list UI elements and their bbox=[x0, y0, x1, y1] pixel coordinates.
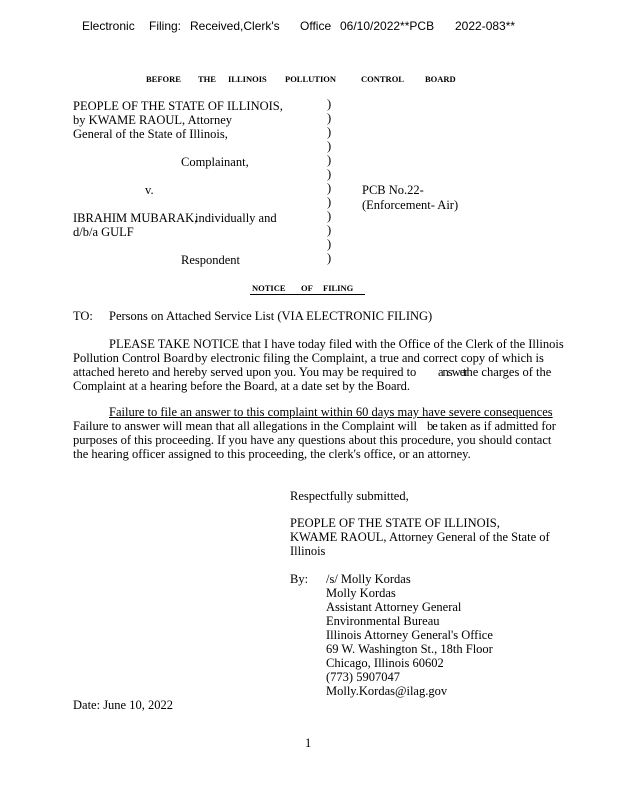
caption-paren: ) bbox=[327, 125, 332, 139]
case-type: (Enforcement- Air) bbox=[362, 198, 459, 212]
caption-paren: ) bbox=[327, 251, 332, 265]
plaintiff-line-2: by KWAME RAOUL, Attorney bbox=[73, 113, 233, 127]
to-recipients: Persons on Attached Service List (VIA ELECTRONIC FILING) bbox=[109, 309, 433, 323]
notice-title-word: NOTICE bbox=[252, 283, 286, 293]
stamp-case-code: 2022-083** bbox=[455, 19, 516, 33]
e-signature: /s/ Molly Kordas bbox=[326, 572, 411, 586]
defendant-name: IBRAHIM MUBARAK, bbox=[73, 211, 198, 225]
date-line: Date: June 10, 2022 bbox=[73, 698, 173, 712]
signer-office: Illinois Attorney General's Office bbox=[326, 628, 493, 642]
caption-paren: ) bbox=[327, 153, 332, 167]
defendant-capacity: individually and bbox=[195, 211, 277, 225]
signer-bureau: Environmental Bureau bbox=[326, 614, 440, 628]
board-word-the: THE bbox=[198, 74, 216, 84]
signer-street: 69 W. Washington St., 18th Floor bbox=[326, 642, 493, 656]
defendant-dba: d/b/a GULF bbox=[73, 225, 134, 239]
paragraph1-line1: PLEASE TAKE NOTICE that I have today filed with the Office of the Clerk of the Illinois bbox=[109, 337, 564, 351]
paragraph1-line3b: answer bbox=[438, 365, 468, 379]
notice-title-word: FILING bbox=[323, 283, 354, 293]
stamp-filing: Filing: bbox=[149, 19, 182, 33]
paragraph2-line2c: taken as if admitted for bbox=[440, 419, 556, 433]
stamp-date-code: 06/10/2022**PCB bbox=[340, 19, 435, 33]
board-word-illinois: ILLINOIS bbox=[228, 74, 267, 84]
caption-paren: ) bbox=[327, 167, 332, 181]
paragraph1-line2a: Pollution Control Board bbox=[73, 351, 194, 365]
caption-paren: ) bbox=[327, 139, 332, 153]
stamp-received: Received,Clerk's bbox=[190, 19, 280, 33]
caption-paren: ) bbox=[327, 195, 332, 209]
paragraph2-line4: the hearing officer assigned to this proceeding, the clerk's office, or an attorney. bbox=[73, 447, 471, 461]
caption-paren: ) bbox=[327, 181, 332, 195]
to-label: TO: bbox=[73, 309, 93, 323]
signature-org-line1: PEOPLE OF THE STATE OF ILLINOIS, bbox=[290, 516, 500, 530]
notice-title-word: OF bbox=[301, 283, 313, 293]
warning-underlined: Failure to file an answer to this complaint within 60 days may have severe consequences bbox=[109, 405, 553, 419]
caption-paren: ) bbox=[327, 237, 332, 251]
signer-name: Molly Kordas bbox=[326, 586, 396, 600]
paragraph1-line3a: attached hereto and hereby served upon you. You may be required to bbox=[73, 365, 417, 379]
paragraph2-line2b: be bbox=[427, 419, 437, 433]
board-word-pollution: POLLUTION bbox=[285, 74, 337, 84]
signature-org-line2: KWAME RAOUL, Attorney General of the State of bbox=[290, 530, 550, 544]
respondent-label: Respondent bbox=[181, 253, 241, 267]
board-word-control: CONTROL bbox=[361, 74, 404, 84]
caption-paren: ) bbox=[327, 97, 332, 111]
board-word-before: BEFORE bbox=[146, 74, 181, 84]
signature-org-line3: Illinois bbox=[290, 544, 326, 558]
paragraph2-line2a: Failure to answer will mean that all allegations in the Complaint will bbox=[73, 419, 418, 433]
by-label: By: bbox=[290, 572, 309, 586]
board-word-board: BOARD bbox=[425, 74, 456, 84]
caption-paren: ) bbox=[327, 223, 332, 237]
paragraph1-line2b: by electronic filing the Complaint, a true and correct copy of which is bbox=[195, 351, 544, 365]
signer-title: Assistant Attorney General bbox=[326, 600, 462, 614]
notice-title-underline bbox=[250, 294, 365, 295]
signer-phone: (773) 5907047 bbox=[326, 670, 400, 684]
caption-paren: ) bbox=[327, 111, 332, 125]
caption-paren: ) bbox=[327, 209, 332, 223]
closing: Respectfully submitted, bbox=[290, 489, 409, 503]
stamp-office: Office bbox=[300, 19, 332, 33]
paragraph2-line3: purposes of this proceeding. If you have any questions about this procedure, you should contact bbox=[73, 433, 552, 447]
paragraph1-line4: Complaint at a hearing before the Board, at a date set by the Board. bbox=[73, 379, 411, 393]
complainant-label: Complainant, bbox=[181, 155, 249, 169]
signer-email: Molly.Kordas@ilag.gov bbox=[326, 684, 448, 698]
page-number: 1 bbox=[305, 736, 312, 750]
stamp-electronic: Electronic bbox=[82, 19, 135, 33]
case-number: PCB No.22- bbox=[362, 183, 424, 197]
paragraph1-line3c: the charges of the bbox=[463, 365, 552, 379]
plaintiff-line-1: PEOPLE OF THE STATE OF ILLINOIS, bbox=[73, 99, 283, 113]
versus-label: v. bbox=[145, 183, 154, 197]
plaintiff-line-3: General of the State of Illinois, bbox=[73, 127, 228, 141]
signer-city: Chicago, Illinois 60602 bbox=[326, 656, 444, 670]
